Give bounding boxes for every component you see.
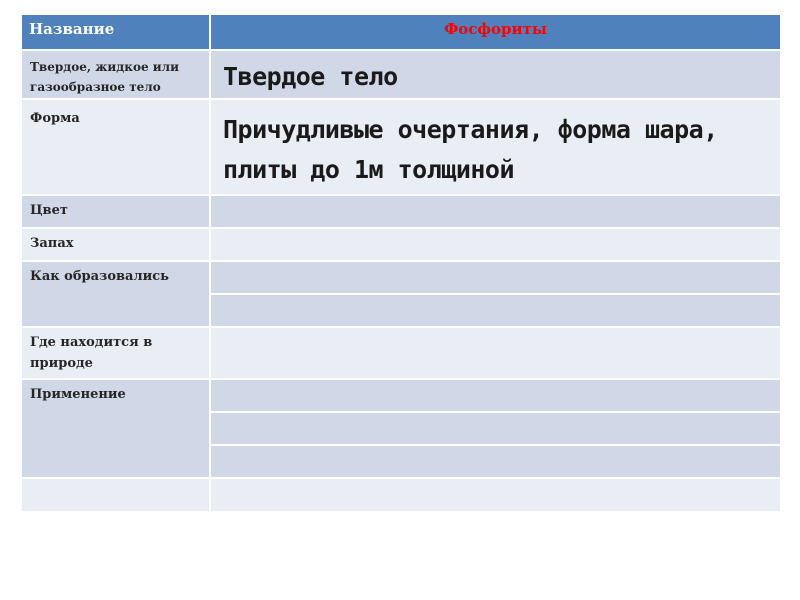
row-label-color: Цвет [21, 195, 210, 228]
table-header-row [21, 14, 781, 50]
row-value-origin-1 [210, 261, 781, 294]
row-label-usage: Применение [21, 379, 210, 478]
table-row [21, 195, 781, 228]
row-value-smell [210, 228, 781, 261]
row-value-empty [210, 478, 781, 512]
row-value-location [210, 327, 781, 379]
table-row [21, 379, 781, 412]
row-label-origin: Как образовались [21, 261, 210, 327]
row-label-empty [21, 478, 210, 512]
table-row [21, 50, 781, 99]
table-row [21, 228, 781, 261]
table-row [21, 261, 781, 294]
table-row [21, 327, 781, 379]
row-label-state: Твердое, жидкое или газообразное тело [21, 50, 210, 99]
header-name-cell: Название [21, 14, 210, 50]
table-row [21, 478, 781, 512]
row-value-color [210, 195, 781, 228]
row-value-usage-1 [210, 379, 781, 412]
row-value-state: Твердое тело [210, 50, 781, 99]
row-value-origin-2 [210, 294, 781, 327]
row-value-usage-3 [210, 445, 781, 478]
row-label-smell: Запах [21, 228, 210, 261]
row-label-shape: Форма [21, 99, 210, 195]
table-row [21, 99, 781, 195]
row-value-usage-2 [210, 412, 781, 445]
properties-table [20, 13, 782, 513]
row-label-location: Где находится в природе [21, 327, 210, 379]
row-value-shape: Причудливые очертания, форма шара, плиты до 1м толщиной [210, 99, 781, 195]
header-title-cell: Фосфориты [210, 14, 781, 50]
